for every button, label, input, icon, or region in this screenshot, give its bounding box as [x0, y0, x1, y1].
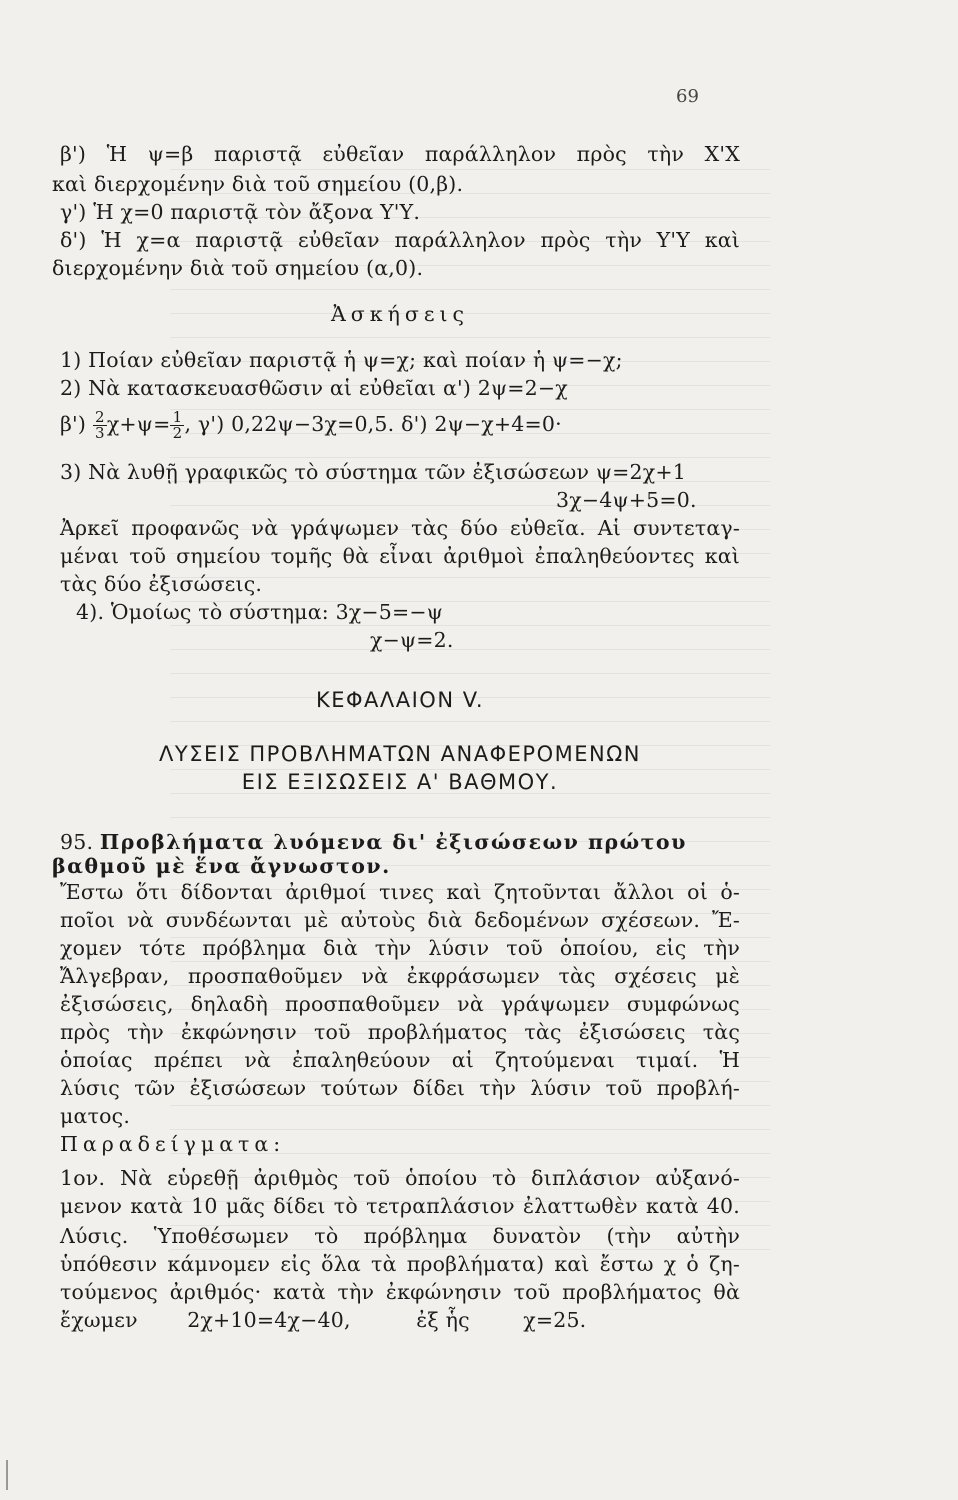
section-title-cont: βαθμοῦ μὲ ἕνα ἄγνωστον.	[52, 854, 391, 878]
equation-line	[60, 410, 740, 441]
example-line: 1ον. Νὰ εὑρεθῇ ἀριθμὸς τοῦ ὁποίου τὸ διπλάσιον αὐξανό-	[60, 1166, 740, 1190]
exercises-heading: Ἀσκήσεις	[330, 302, 470, 326]
eq-word: ἔχωμεν	[60, 1308, 138, 1332]
section-number: 95.	[60, 830, 94, 854]
text-line: καὶ διερχομένην διὰ τοῦ σημείου (0,β).	[52, 172, 464, 196]
text-line: 3) Νὰ λυθῇ γραφικῶς τὸ σύστημα τῶν ἐξισώσεων ψ=2χ+1	[60, 460, 686, 484]
paragraph-line: ποῖοι νὰ συνδέωνται μὲ αὐτοὺς διὰ δεδομένων σχέσεων. Ἔ-	[60, 908, 740, 932]
text-line: Ἀρκεῖ προφανῶς νὰ γράψωμεν τὰς δύο εὐθεῖα. Αἱ συντεταγ-	[60, 516, 740, 540]
text-line: 3χ−4ψ+5=0.	[556, 488, 697, 512]
paragraph-line: ὁποίας πρέπει νὰ ἐπαληθεύουν αἱ ζητούμεναι τιμαί. Ἡ	[60, 1048, 740, 1072]
paragraph-line: ἐξισώσεις, δηλαδὴ προσπαθοῦμεν νὰ γράψωμεν συμφώνως	[60, 992, 740, 1016]
chapter-title-line: ΛΥΣΕΙΣ ΠΡΟΒΛΗΜΑΤΩΝ ΑΝΑΦΕΡΟΜΕΝΩΝ	[159, 742, 641, 766]
fraction-one-half	[170, 410, 184, 441]
paragraph-line: Ἄλγεβραν, προσπαθοῦμεν νὰ ἐκφράσωμεν τὰς σχέσεις μὲ	[60, 964, 740, 988]
text-line: δ') Ἡ χ=α παριστᾷ εὐθεῖαν παράλληλον πρὸς τὴν Υ'Υ καὶ	[60, 228, 740, 252]
fraction-two-thirds	[93, 410, 107, 441]
paragraph-line: λύσις τῶν ἐξισώσεων τούτων δίδει τὴν λύσιν τοῦ προβλή-	[60, 1076, 740, 1100]
eq-prefix: β')	[60, 412, 87, 436]
page-number: 69	[676, 86, 699, 107]
text-line: μέναι τοῦ σημείου τομῆς θὰ εἶναι ἀριθμοὶ ἐπαληθεύοντες καὶ	[60, 544, 740, 568]
example-line: ὑπόθεσιν κάμνομεν εἰς ὅλα τὰ προβλήματα) καὶ ἔστω χ ὁ ζη-	[60, 1252, 740, 1276]
text-line: β') Ἡ ψ=β παριστᾷ εὐθεῖαν παράλληλον πρὸς τὴν Χ'Χ	[60, 142, 740, 166]
chapter-label: ΚΕΦΑΛΑΙΟΝ V.	[315, 688, 485, 712]
fraction-denominator: 2	[172, 424, 183, 442]
example-line: μενον κατὰ 10 μᾶς δίδει τὸ τετραπλάσιον ἐλαττωθὲν κατὰ 40.	[60, 1194, 740, 1218]
text-line: χ−ψ=2.	[370, 628, 454, 652]
text-line: 1) Ποίαν εὐθεῖαν παριστᾷ ἡ ψ=χ; καὶ ποίαν ἡ ψ=−χ;	[60, 348, 623, 372]
fraction-numerator: 1	[170, 410, 184, 426]
example-line: Λύσις. Ὑποθέσωμεν τὸ πρόβλημα δυνατὸν (τὴν αὐτὴν	[60, 1224, 740, 1248]
paragraph-line: Ἔστω ὅτι δίδονται ἀριθμοί τινες καὶ ζητοῦνται ἄλλοι οἱ ὁ-	[60, 880, 740, 904]
eq-expression: 2χ+10=4χ−40,	[187, 1308, 351, 1332]
margin-mark	[6, 1460, 8, 1490]
text-line: 4). Ὁμοίως τὸ σύστημα: 3χ−5=−ψ	[76, 600, 444, 624]
eq-result: χ=25.	[523, 1308, 587, 1332]
text-line: γ') Ἡ χ=0 παριστᾷ τὸν ἄξονα Υ'Υ.	[60, 200, 421, 224]
eq-suffix: , γ') 0,22ψ−3χ=0,5. δ') 2ψ−χ+4=0·	[184, 412, 562, 436]
examples-heading: Παραδείγματα:	[60, 1132, 286, 1156]
eq-word: ἐξ ἧς	[416, 1308, 470, 1332]
fraction-denominator: 3	[94, 424, 105, 442]
paragraph-line: πρὸς τὴν ἐκφώνησιν τοῦ προβλήματος τὰς ἐξισώσεις τὰς	[60, 1020, 740, 1044]
chapter-title-line: ΕΙΣ ΕΞΙΣΩΣΕΙΣ Α' ΒΑΘΜΟΥ.	[241, 770, 559, 794]
section-title: Προβλήματα λυόμενα δι' ἐξισώσεων πρώτου	[99, 830, 687, 854]
text-line: τὰς δύο ἐξισώσεις.	[60, 572, 263, 596]
text-line: διερχομένην διὰ τοῦ σημείου (α,0).	[52, 256, 424, 280]
example-equation-line	[60, 1306, 740, 1334]
example-line: τούμενος ἀριθμός· κατὰ τὴν ἐκφώνησιν τοῦ προβλήματος θὰ	[60, 1280, 740, 1304]
paragraph-line: ματος.	[60, 1104, 131, 1128]
text-line: 2) Νὰ κατασκευασθῶσιν αἱ εὐθεῖαι α') 2ψ=2−χ	[60, 376, 568, 400]
paragraph-line: χομεν τότε πρόβλημα διὰ τὴν λύσιν τοῦ ὁποίου, εἰς τὴν	[60, 936, 740, 960]
fraction-numerator: 2	[93, 410, 107, 426]
eq-middle: χ+ψ=	[106, 412, 171, 436]
